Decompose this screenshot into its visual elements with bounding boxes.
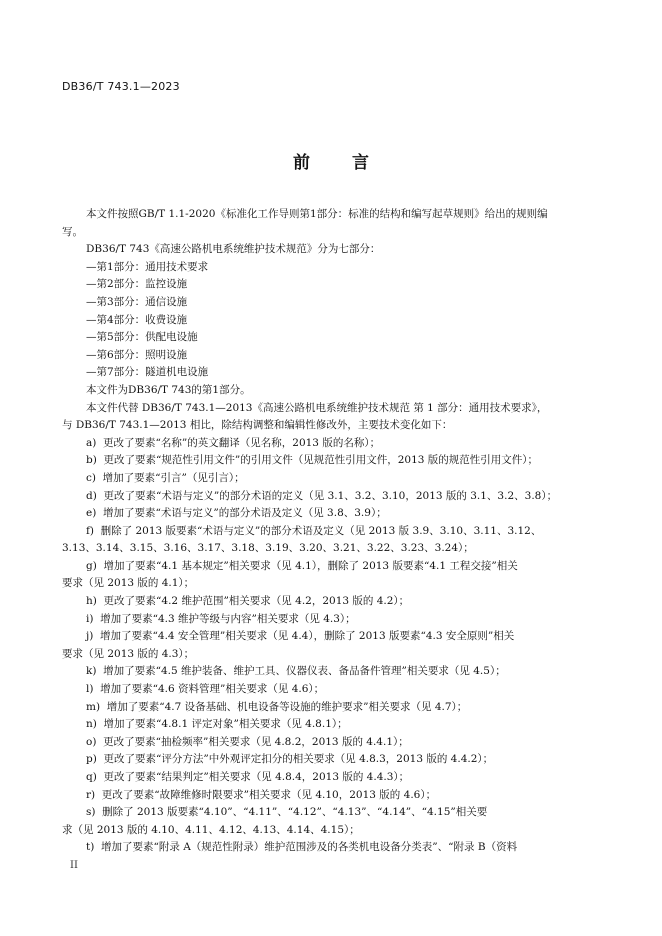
body-paragraph: —第1部分：通用技术要求 xyxy=(86,260,209,273)
list-item: f) 删除了 2013 版要素“术语与定义”的部分术语及定义（见 2013 版 3.9、3.10、3.11、3.12、 xyxy=(86,524,542,537)
body-paragraph: —第5部分：供配电设施 xyxy=(86,331,198,344)
body-paragraph: —第7部分：隧道机电设施 xyxy=(86,366,209,379)
list-item: t) 增加了要素“附录 A（规范性附录）维护范围涉及的各类机电设备分类表”、“附录 B（资料 xyxy=(86,841,518,854)
body-paragraph: 本文件代替 DB36/T 743.1—2013《高速公路机电系统维护技术规范 第 1 部分：通用技术要求》， xyxy=(86,401,548,414)
body-paragraph: 本文件为DB36/T 743的第1部分。 xyxy=(86,383,251,396)
body-paragraph: —第4部分：收费设施 xyxy=(86,313,188,326)
body-paragraph: 求（见 2013 版的 4.10、4.11、4.12、4.13、4.14、4.15）； xyxy=(62,823,360,836)
list-item: l) 增加了要素“4.6 资料管理”相关要求（见 4.6）； xyxy=(86,683,325,696)
list-item: e) 增加了要素“术语与定义”的部分术语及定义（见 3.8、3.9）； xyxy=(86,507,387,520)
list-item: g) 增加了要素“4.1 基本规定”相关要求（见 4.1），删除了 2013 版要素“4.1 工程交接”相关 xyxy=(86,559,518,572)
list-item: b) 更改了要素“规范性引用文件”的引用文件（见规范性引用文件，2013 版的规范性引用文件）； xyxy=(86,454,539,467)
body-paragraph: —第6部分：照明设施 xyxy=(86,348,188,361)
body-paragraph: —第3部分：通信设施 xyxy=(86,295,188,308)
list-item: q) 更改了要素“结果判定”相关要求（见 4.8.4，2013 版的 4.4.3）； xyxy=(86,771,410,783)
body-paragraph: 要求（见 2013 版的 4.3）； xyxy=(62,647,195,660)
list-item: o) 更改了要素“抽检频率”相关要求（见 4.8.2，2013 版的 4.4.1）； xyxy=(86,735,409,748)
list-item: n) 增加了要素“4.8.1 评定对象”相关要求（见 4.8.1）； xyxy=(86,718,348,731)
body-paragraph: 本文件按照GB/T 1.1-2020《标准化工作导则第1部分：标准的结构和编写起草规则》给出的规则编 xyxy=(86,208,548,220)
page-title: 前 言 xyxy=(293,153,387,173)
document-number-header: DB36/T 743.1—2023 xyxy=(62,80,180,93)
page-number: II xyxy=(70,860,78,871)
body-paragraph: 与 DB36/T 743.1—2013 相比，除结构调整和编辑性修改外，主要技术变化如下： xyxy=(62,419,453,432)
list-item: p) 更改了要素“评分方法”中外观评定扣分的相关要求（见 4.8.3，2013 版的 4.4.2）； xyxy=(86,753,494,766)
list-item: d) 更改了要素“术语与定义”的部分术语的定义（见 3.1、3.2、3.10，2013 版的 3.1、3.2、3.8）； xyxy=(86,489,558,502)
body-paragraph: DB36/T 743《高速公路机电系统维护技术规范》分为七部分： xyxy=(86,243,381,256)
list-item: i) 增加了要素“4.3 维护等级与内容”相关要求（见 4.3）； xyxy=(86,612,356,625)
body-paragraph: 写。 xyxy=(62,225,83,238)
body-paragraph: 要求（见 2013 版的 4.1）； xyxy=(62,577,195,590)
list-item: a) 更改了要素“名称”的英文翻译（见名称，2013 版的名称）； xyxy=(86,436,381,449)
list-item: k) 增加了要素“4.5 维护装备、维护工具、仪器仪表、备品备件管理”相关要求（见 4.5）； xyxy=(86,665,506,678)
list-item: c) 增加了要素“引言”（见引言）； xyxy=(86,471,245,484)
list-item: h) 更改了要素“4.2 维护范围”相关要求（见 4.2，2013 版的 4.2）； xyxy=(86,595,410,608)
foreword-body xyxy=(62,206,590,857)
body-paragraph: 3.13、3.14、3.15、3.16、3.17、3.18、3.19、3.20、3.21、3.22、3.23、3.24）； xyxy=(62,542,474,555)
list-item: m) 增加了要素“4.7 设备基础、机电设备等设施的维护要求”相关要求（见 4.7）； xyxy=(86,700,468,713)
list-item: r) 更改了要素“故障维修时限要求”相关要求（见 4.10，2013 版的 4.6）； xyxy=(86,788,437,801)
list-item: s) 删除了 2013 版要素“4.10”、“4.11”、“4.12”、“4.13”、“4.14”、“4.15”相关要 xyxy=(86,806,488,819)
list-item: j) 增加了要素“4.4 安全管理”相关要求（见 4.4），删除了 2013 版要素“4.3 安全原则”相关 xyxy=(86,630,515,643)
body-paragraph: —第2部分：监控设施 xyxy=(86,278,188,291)
